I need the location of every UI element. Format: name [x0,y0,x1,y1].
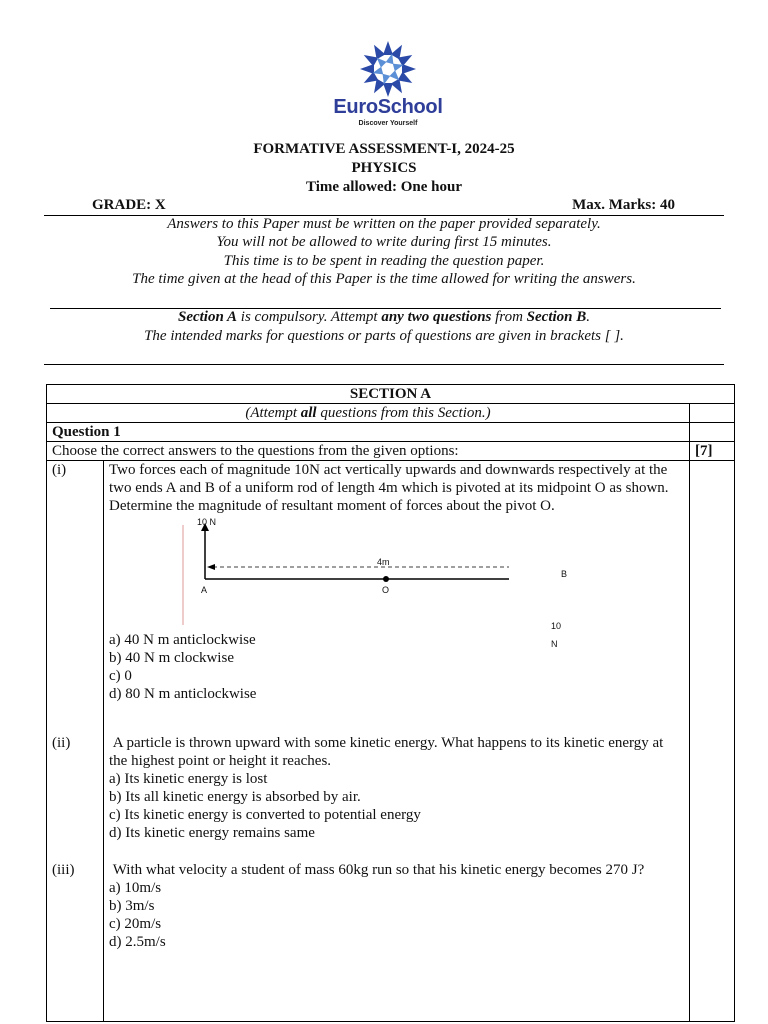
max-marks: Max. Marks: 40 [572,197,675,213]
instruction-line: This time is to be spent in reading the question paper. [223,253,545,269]
section-b-ref: Section B [526,309,587,325]
grade-label: GRADE: X [92,197,166,213]
point-a-label: A [201,585,208,595]
question-text: Two forces each of magnitude 10N act vertically upwards and downwards respectively at the two ends A and B of a uniform rod of length 4m which is pivoted at its midpoint O as shown. Determine the magnitude of resultant moment of forces about the pivot O. [109,462,669,514]
option: c) 0 [109,668,132,684]
section-title: SECTION A [47,385,735,404]
question-item [109,461,684,734]
option: d) Its kinetic energy remains same [109,825,315,841]
rod-force-figure [109,517,509,627]
brand-name: EuroSchool [333,96,443,118]
question-number: (ii) [52,735,71,751]
point-b-label: B [561,569,568,579]
question-text: With what velocity a student of mass 60kg run so that his kinetic energy becomes 270 J? [109,862,645,878]
option: c) 20m/s [109,916,162,932]
section-divider [44,364,724,365]
force-bottom-label: 10 N [551,621,562,649]
option: d) 2.5m/s [109,934,166,950]
any-two-ref: any two questions [381,309,492,325]
instruction-line: The time given at the head of this Paper is the time allowed for writing the answers. [132,271,636,287]
time-allowed: Time allowed: One hour [306,179,462,195]
question-numbers [47,461,104,1022]
option: d) 80 N m anticlockwise [109,686,257,702]
euroschool-logo [325,40,451,132]
force-top-label: 10 N [197,517,217,527]
options-list [109,631,684,703]
star-emblem-icon [357,40,419,98]
question-marks: [7] [690,442,735,461]
question-instruction: Choose the correct answers to the questions from the given options: [47,442,690,461]
question-number: (iii) [52,862,75,878]
option: a) 40 N m anticlockwise [109,632,256,648]
options-list [109,770,684,842]
question-item [109,861,684,951]
brand-tagline: Discover Yourself [358,120,418,127]
exam-title: FORMATIVE ASSESSMENT-I, 2024-25 [253,141,515,157]
question-item [109,734,684,861]
marks-note: The intended marks for questions or parts of questions are given in brackets [ ]. [144,328,624,344]
question-text: A particle is thrown upward with some kinetic energy. What happens to its kinetic energy at the highest point or height it reaches. [109,735,668,769]
section-note: Section A is compulsory. Attempt any two questions from Section B. [177,309,590,325]
question-body [104,461,690,1022]
options-list [109,879,684,951]
option: c) Its kinetic energy is converted to potential energy [109,807,421,823]
option: b) 40 N m clockwise [109,650,234,666]
point-o-label: O [382,585,390,595]
subject-title: PHYSICS [351,160,417,176]
option: b) Its all kinetic energy is absorbed by air. [109,789,361,805]
question-number: (i) [52,462,67,478]
instruction-line: Answers to this Paper must be written on the paper provided separately. [167,216,601,232]
option: a) 10m/s [109,880,162,896]
instruction-line: You will not be allowed to write during first 15 minutes. [216,234,552,250]
section-attempt-note: (Attempt all questions from this Section.) [47,404,690,423]
option: a) Its kinetic energy is lost [109,771,268,787]
question-label: Question 1 [47,423,690,442]
section-a-ref: Section A [177,309,238,325]
option: b) 3m/s [109,898,155,914]
length-label: 4m [377,557,390,567]
question-table [46,384,735,1022]
